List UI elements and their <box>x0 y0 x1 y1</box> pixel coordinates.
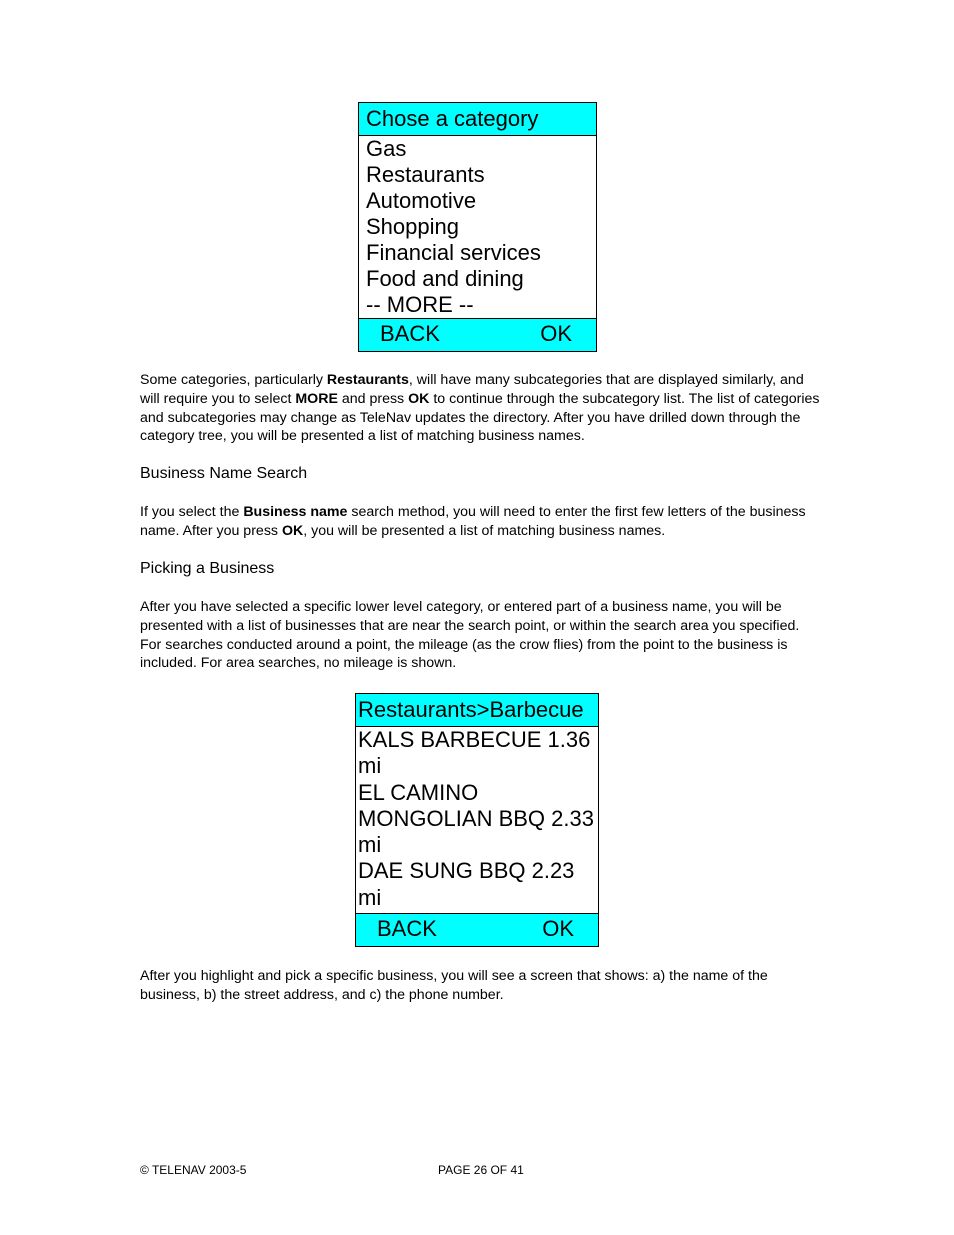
bold-run: Business name <box>243 504 348 520</box>
category-item-automotive[interactable]: Automotive <box>366 188 477 213</box>
category-item-food-and-dining[interactable]: Food and dining <box>366 266 524 291</box>
footer-copyright: © TELENAV 2003-5 <box>140 1163 247 1177</box>
text-run: and press <box>337 390 409 407</box>
text-run: , will have many subcategories that are displayed similarly, and will require you to select <box>140 372 804 407</box>
category-item-gas[interactable]: Gas <box>366 136 407 161</box>
bold-run: OK <box>281 522 304 539</box>
softkey-bar <box>356 913 598 946</box>
ok-softkey[interactable]: OK <box>542 916 574 941</box>
category-item-financial-services[interactable]: Financial services <box>366 240 541 265</box>
back-softkey[interactable]: BACK <box>377 916 437 941</box>
bold-run: Restaurants <box>326 372 409 388</box>
category-list <box>359 136 596 318</box>
text-run: to continue through the subcategory list. The list of categories and subcategories may change as TeleNav updates the directory. After you have drilled down through the category tree, you will be presented a list of matching business names. <box>140 390 820 445</box>
text-run: , you will be presented a list of matching business names. <box>303 522 666 539</box>
paragraph-subcategories <box>140 371 820 446</box>
business-list <box>356 727 598 911</box>
category-item-restaurants[interactable]: Restaurants <box>366 162 485 187</box>
category-item-more[interactable]: -- MORE -- <box>366 292 474 317</box>
heading-business-name-search: Business Name Search <box>140 465 308 482</box>
business-item-dae-sung-bbq[interactable]: DAE SUNG BBQ 2.23 mi <box>358 858 575 910</box>
ok-softkey[interactable]: OK <box>540 321 572 346</box>
business-item-kals-barbecue[interactable]: KALS BARBECUE 1.36 mi <box>358 727 591 779</box>
paragraph-business-details: After you highlight and pick a specific business, you will see a screen that shows: a) the name of the business, b) the street address, and c) the phone number. <box>140 968 768 1003</box>
paragraph-picking-business: After you have selected a specific lower level category, or entered part of a business name, you will be presented with a list of businesses that are near the search point, or within the search area you specified. For searches conducted around a point, the mileage (as the crow flies) from the point to the business is included. For area searches, no mileage is shown. <box>140 599 800 672</box>
heading-picking-a-business: Picking a Business <box>140 560 275 577</box>
category-item-shopping[interactable]: Shopping <box>366 214 459 239</box>
category-menu-screen <box>358 102 597 352</box>
business-item-el-camino-mongolian-bbq[interactable]: EL CAMINO MONGOLIAN BBQ 2.33 mi <box>358 779 594 858</box>
text-run: search method, you will need to enter the first few letters of the business name. After you press <box>140 504 806 539</box>
text-run: Some categories, particularly <box>140 372 327 388</box>
back-softkey[interactable]: BACK <box>380 321 440 346</box>
paragraph-business-name <box>140 503 820 541</box>
footer-page-number: PAGE 26 OF 41 <box>438 1163 524 1177</box>
bold-run: OK <box>408 390 430 407</box>
bold-run: MORE <box>295 390 338 407</box>
softkey-bar <box>359 318 596 351</box>
results-title: Restaurants>Barbecue <box>356 694 598 727</box>
text-run: If you select the <box>140 504 244 520</box>
business-results-screen <box>355 693 599 947</box>
category-menu-title: Chose a category <box>359 103 596 136</box>
